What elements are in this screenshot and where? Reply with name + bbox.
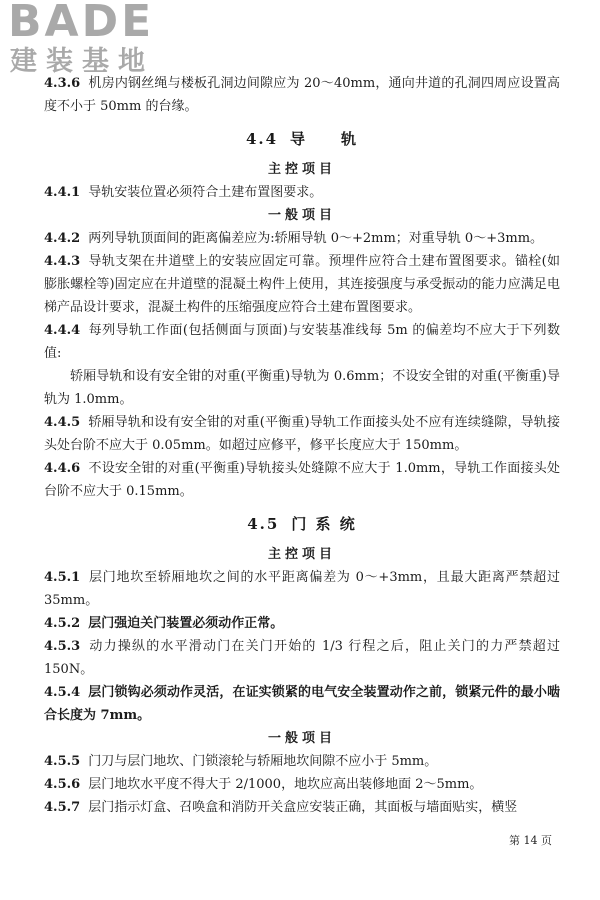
clause-text: 动力操纵的水平滑动门在关门开始的 1/3 行程之后，阻止关门的力严禁超过 150N。: [44, 639, 560, 677]
sub-heading: 主控项目: [267, 547, 336, 562]
section-number: 4.5: [247, 515, 280, 533]
clause-4-4-6: [44, 457, 560, 503]
logo-main-text: BADE: [8, 0, 155, 47]
clause-number: 4.4.1: [44, 185, 81, 200]
clause-number: 4.4.2: [44, 231, 81, 246]
clause-text: 层门地坎至轿厢地坎之间的水平距离偏差为 0～+3mm，且最大距离严禁超过 35mm。: [44, 570, 560, 608]
clause-text: 门刀与层门地坎、门锁滚轮与轿厢地坎间隙不应小于 5mm。: [88, 754, 438, 769]
section-heading-4-5: [44, 512, 560, 536]
section-title: 导 轨: [290, 130, 359, 148]
section-title: 门 系 统: [291, 515, 357, 533]
clause-number: 4.5.5: [44, 754, 81, 769]
clause-text: 机房内钢丝绳与楼板孔洞边间隙应为 20～40mm，通向井道的孔洞四周应设置高度不小于 50mm 的台缘。: [44, 76, 560, 114]
sub-heading: 主控项目: [267, 162, 336, 177]
clause-text: 不设安全钳的对重(平衡重)导轨接头处缝隙不应大于 1.0mm，导轨工作面接头处台阶不应大于 0.15mm。: [44, 461, 560, 499]
clause-text: 导轨安装位置必须符合土建布置图要求。: [88, 185, 323, 200]
clause-4-4-4: [44, 319, 560, 365]
clause-number: 4.5.6: [44, 777, 81, 792]
clause-text: 层门指示灯盒、召唤盒和消防开关盒应安装正确，其面板与墙面贴实，横竖: [88, 800, 518, 815]
clause-text: 层门地坎水平度不得大于 2/1000，地坎应高出装修地面 2～5mm。: [88, 777, 483, 792]
clause-text: 层门强迫关门装置必须动作正常。: [88, 616, 284, 631]
clause-4-5-5: [44, 750, 560, 773]
clause-text: 层门锁钩必须动作灵活，在证实锁紧的电气安全装置动作之前，锁紧元件的最小啮合长度为 7mm。: [44, 685, 560, 723]
sub-heading: 一般项目: [267, 208, 336, 223]
clause-number: 4.5.7: [44, 800, 81, 815]
indented-paragraph: 轿厢导轨和设有安全钳的对重(平衡重)导轨为 0.6mm；不设安全钳的对重(平衡重)导轨为 1.0mm。: [44, 369, 560, 407]
clause-4-4-1: [44, 181, 560, 204]
clause-4-5-4: [44, 681, 560, 727]
clause-number: 4.3.6: [44, 76, 81, 91]
sub-heading: 一般项目: [267, 731, 336, 746]
clause-4-4-2: [44, 227, 560, 250]
clause-number: 4.5.3: [44, 639, 81, 654]
clause-4-3-6: [44, 72, 560, 118]
clause-text: 轿厢导轨和设有安全钳的对重(平衡重)导轨工作面接头处不应有连续缝隙，导轨接头处台阶不应大于 0.05mm。如超过应修平，修平长度应大于 150mm。: [44, 415, 560, 453]
logo-sub-text: 建装基地: [10, 46, 154, 77]
clause-number: 4.5.2: [44, 616, 81, 631]
clause-text: 两列导轨顶面间的距离偏差应为:轿厢导轨 0～+2mm；对重导轨 0～+3mm。: [88, 231, 544, 246]
clause-4-5-1: [44, 566, 560, 612]
clause-number: 4.4.6: [44, 461, 81, 476]
bade-logo: [4, 2, 184, 82]
clause-4-5-7: [44, 796, 560, 819]
section-heading-4-4: [44, 127, 560, 151]
page-number: 第 14 页: [509, 834, 552, 847]
clause-number: 4.4.5: [44, 415, 81, 430]
clause-4-5-2: [44, 612, 560, 635]
section-number: 4.4: [245, 130, 279, 148]
clause-number: 4.5.4: [44, 685, 81, 700]
clause-text: 导轨支架在井道壁上的安装应固定可靠。预埋件应符合土建布置图要求。锚栓(如膨胀螺栓等)固定应在井道壁的混凝土构件上使用，其连接强度与承受振动的能力应满足电梯产品设计要求，混凝土构件的压缩强度应符合土建布置图要求。: [44, 254, 560, 315]
document-body: [44, 72, 560, 819]
clause-number: 4.4.3: [44, 254, 81, 269]
clause-4-5-6: [44, 773, 560, 796]
clause-4-4-5: [44, 411, 560, 457]
clause-number: 4.4.4: [44, 323, 81, 338]
clause-number: 4.5.1: [44, 570, 81, 585]
clause-text: 每列导轨工作面(包括侧面与顶面)与安装基准线每 5m 的偏差均不应大于下列数值:: [44, 323, 560, 361]
clause-4-4-3: [44, 250, 560, 319]
clause-4-5-3: [44, 635, 560, 681]
